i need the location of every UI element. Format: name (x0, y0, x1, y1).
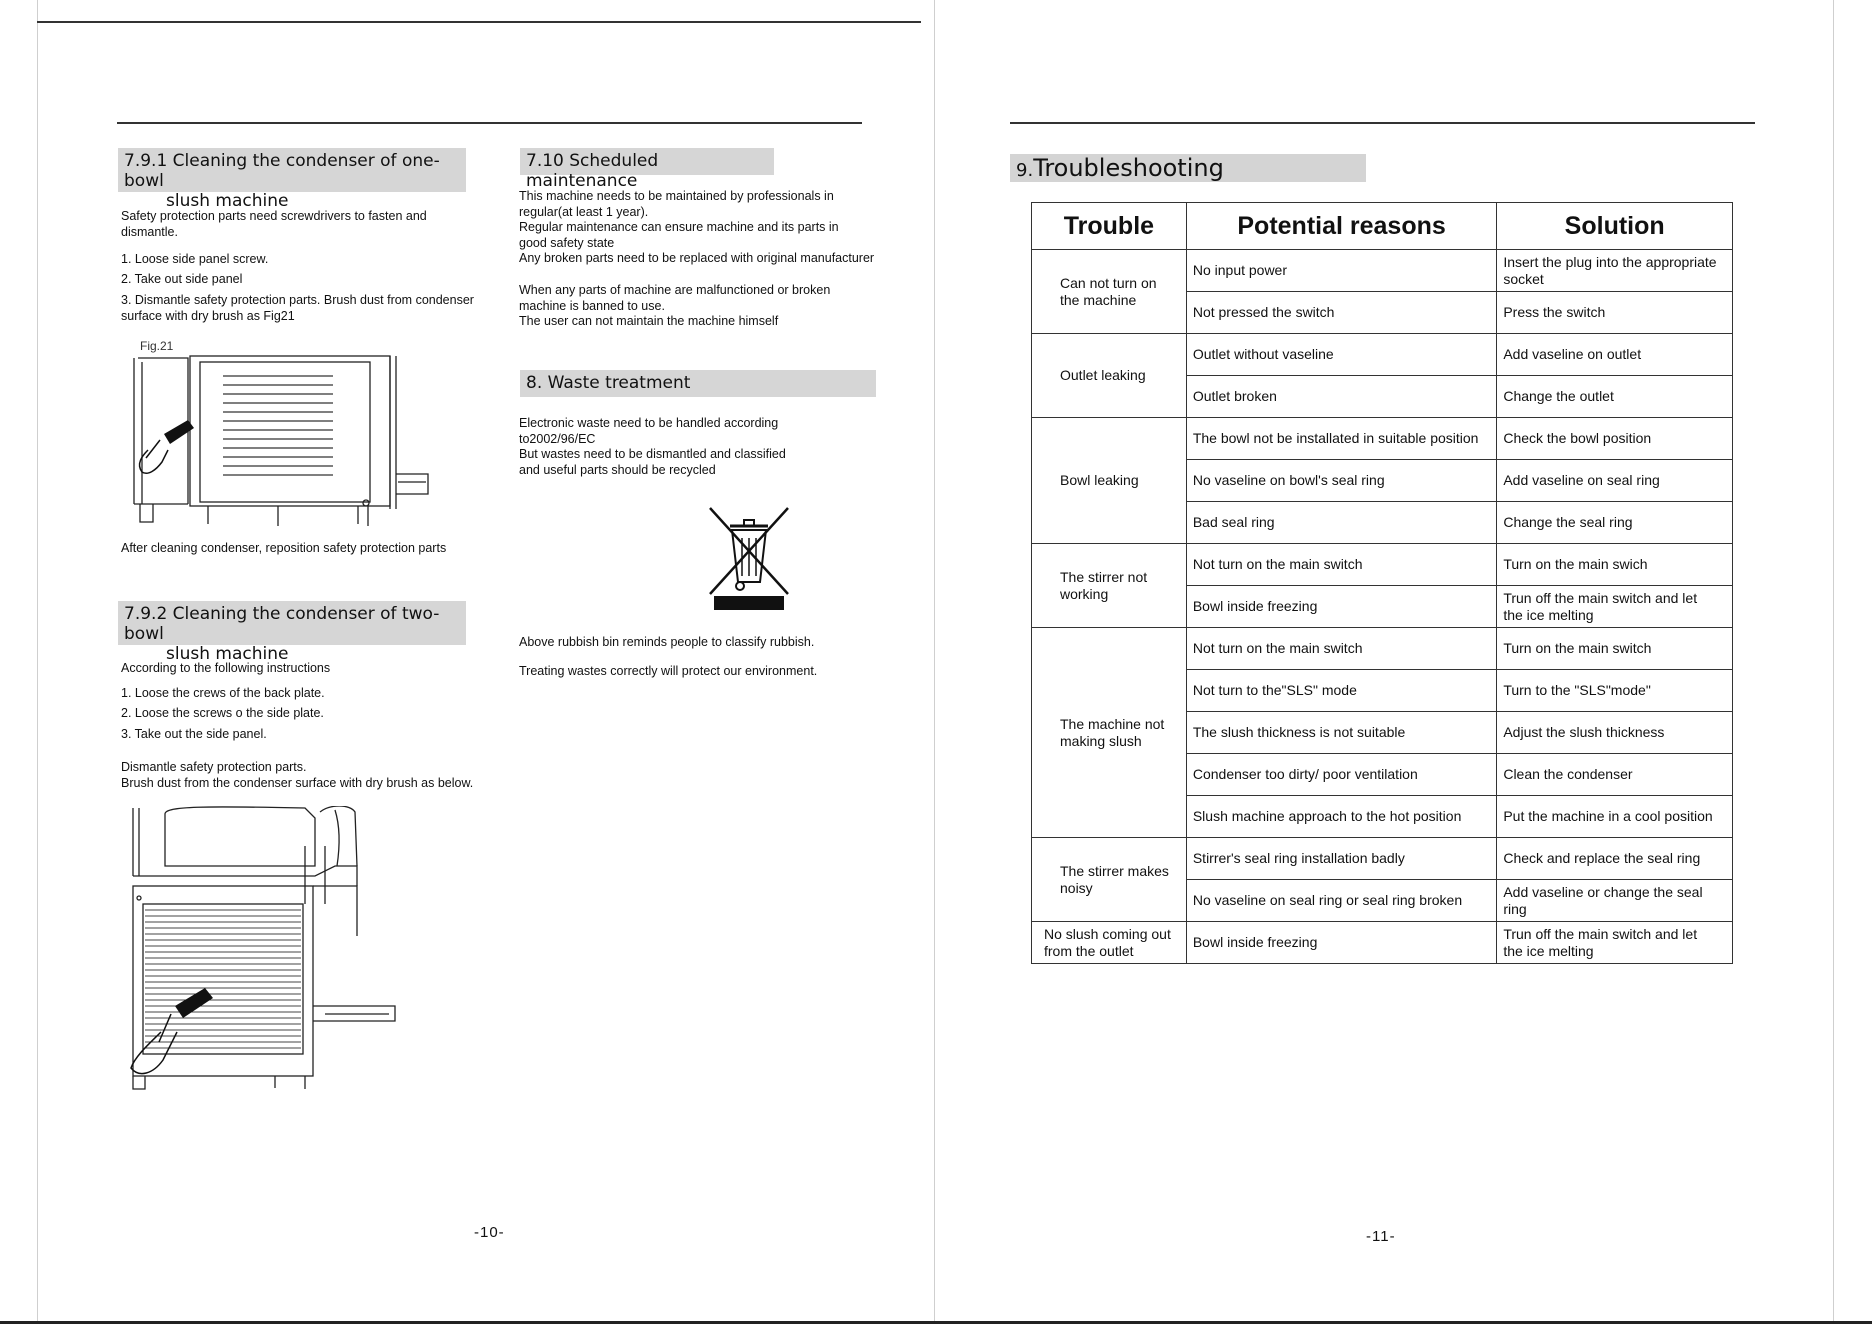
solution-cell: Turn to the "SLS"mode" (1497, 670, 1733, 712)
table-row (1032, 838, 1733, 880)
reason-cell: Bad seal ring (1186, 502, 1496, 544)
s8-paragraph-3: Treating wastes correctly will protect our environment. (519, 664, 818, 678)
solution-cell: Add vaseline on outlet (1497, 334, 1733, 376)
solution-cell: Clean the condenser (1497, 754, 1733, 796)
section-710-heading: 7.10 Scheduled maintenance (520, 148, 774, 175)
reason-cell: No vaseline on seal ring or seal ring broken (1186, 880, 1496, 922)
table-row (1032, 628, 1733, 670)
table-row (1032, 922, 1733, 964)
section-791-heading: 7.9.1 Cleaning the condenser of one-bowl slush machine (118, 148, 466, 192)
left-page-border (37, 0, 38, 1324)
crossed-out-wheelie-bin-icon (706, 504, 792, 610)
trouble-cell: The stirrer not working (1032, 544, 1187, 628)
solution-cell: Change the outlet (1497, 376, 1733, 418)
reason-cell: Condenser too dirty/ poor ventilation (1186, 754, 1496, 796)
s791-after-note: After cleaning condenser, reposition safety protection parts (121, 541, 447, 555)
troubleshooting-number: 9. (1016, 160, 1034, 181)
reason-cell: Outlet broken (1186, 376, 1496, 418)
trouble-cell: Bowl leaking (1032, 418, 1187, 544)
page-divider (934, 0, 935, 1324)
right-header-rule (1010, 122, 1755, 124)
header-solution: Solution (1497, 203, 1733, 250)
trouble-cell: The stirrer makes noisy (1032, 838, 1187, 922)
solution-cell: Trun off the main switch and let the ice melting (1497, 922, 1733, 964)
left-top-rule (37, 21, 921, 23)
table-row (1032, 544, 1733, 586)
solution-cell: Check the bowl position (1497, 418, 1733, 460)
reason-cell: The bowl not be installated in suitable position (1186, 418, 1496, 460)
s792-step-1: 1. Loose the crews of the back plate. (121, 686, 325, 700)
header-trouble: Trouble (1032, 203, 1187, 250)
section-792-heading: 7.9.2 Cleaning the condenser of two-bowl slush machine (118, 601, 466, 645)
fig21-label: Fig.21 (140, 339, 174, 353)
s710-paragraph-2: When any parts of machine are malfunctioned or broken machine is banned to use. The user can not maintain the machine himself (519, 283, 831, 328)
reason-cell: Bowl inside freezing (1186, 922, 1496, 964)
reason-cell: No input power (1186, 250, 1496, 292)
s792-step-3: 3. Take out the side panel. (121, 727, 267, 741)
trouble-cell: No slush coming out from the outlet (1032, 922, 1187, 964)
reason-cell: Slush machine approach to the hot position (1186, 796, 1496, 838)
fig21-one-bowl-condenser-illustration (128, 354, 433, 529)
s791-step-3: 3. Dismantle safety protection parts. Brush dust from condenser surface with dry brush as Fig21 (121, 293, 474, 323)
solution-cell: Insert the plug into the appropriate socket (1497, 250, 1733, 292)
solution-cell: Press the switch (1497, 292, 1733, 334)
s710-paragraph-1: This machine needs to be maintained by professionals in regular(at least 1 year). Regular maintenance can ensure machine and its parts in good safety state Any broken parts need to be replaced with original manufacturer (519, 189, 875, 265)
solution-cell: Check and replace the seal ring (1497, 838, 1733, 880)
troubleshooting-title: Troubleshooting (1033, 154, 1224, 182)
table-header-row (1032, 203, 1733, 250)
section-8-heading: 8. Waste treatment (520, 370, 876, 397)
solution-cell: Trun off the main switch and let the ice melting (1497, 586, 1733, 628)
solution-cell: Adjust the slush thickness (1497, 712, 1733, 754)
right-page-border (1833, 0, 1834, 1324)
table-row (1032, 418, 1733, 460)
reason-cell: Stirrer's seal ring installation badly (1186, 838, 1496, 880)
table-row (1032, 250, 1733, 292)
solution-cell: Put the machine in a cool position (1497, 796, 1733, 838)
troubleshooting-heading (1010, 154, 1366, 182)
two-bowl-condenser-illustration (125, 806, 405, 1092)
right-page-number: -11- (1366, 1228, 1396, 1245)
solution-cell: Add vaseline or change the seal ring (1497, 880, 1733, 922)
trouble-cell: Outlet leaking (1032, 334, 1187, 418)
s8-paragraph-1: Electronic waste need to be handled according to2002/96/EC But wastes need to be dismantled and classified and useful parts should be recycled (519, 416, 786, 477)
solution-cell: Add vaseline on seal ring (1497, 460, 1733, 502)
trouble-cell: Can not turn on the machine (1032, 250, 1187, 334)
reason-cell: No vaseline on bowl's seal ring (1186, 460, 1496, 502)
reason-cell: Not turn on the main switch (1186, 628, 1496, 670)
reason-cell: Not pressed the switch (1186, 292, 1496, 334)
s791-intro: Safety protection parts need screwdrivers to fasten and dismantle. (121, 209, 427, 239)
s791-step-1: 1. Loose side panel screw. (121, 252, 269, 266)
left-page-number: -10- (474, 1224, 505, 1241)
left-header-rule (117, 122, 862, 124)
s8-paragraph-2: Above rubbish bin reminds people to classify rubbish. (519, 635, 815, 649)
troubleshooting-table (1031, 202, 1733, 964)
s792-intro: According to the following instructions (121, 661, 331, 675)
s792-note: Dismantle safety protection parts. Brush dust from the condenser surface with dry brush as below. (121, 760, 474, 790)
trouble-cell: The machine not making slush (1032, 628, 1187, 838)
s791-step-2: 2. Take out side panel (121, 272, 243, 286)
reason-cell: Not turn to the"SLS" mode (1186, 670, 1496, 712)
reason-cell: The slush thickness is not suitable (1186, 712, 1496, 754)
solution-cell: Change the seal ring (1497, 502, 1733, 544)
reason-cell: Not turn on the main switch (1186, 544, 1496, 586)
reason-cell: Outlet without vaseline (1186, 334, 1496, 376)
solution-cell: Turn on the main switch (1497, 628, 1733, 670)
reason-cell: Bowl inside freezing (1186, 586, 1496, 628)
header-potential-reasons: Potential reasons (1186, 203, 1496, 250)
s792-step-2: 2. Loose the screws o the side plate. (121, 706, 324, 720)
solution-cell: Turn on the main swich (1497, 544, 1733, 586)
table-row (1032, 334, 1733, 376)
